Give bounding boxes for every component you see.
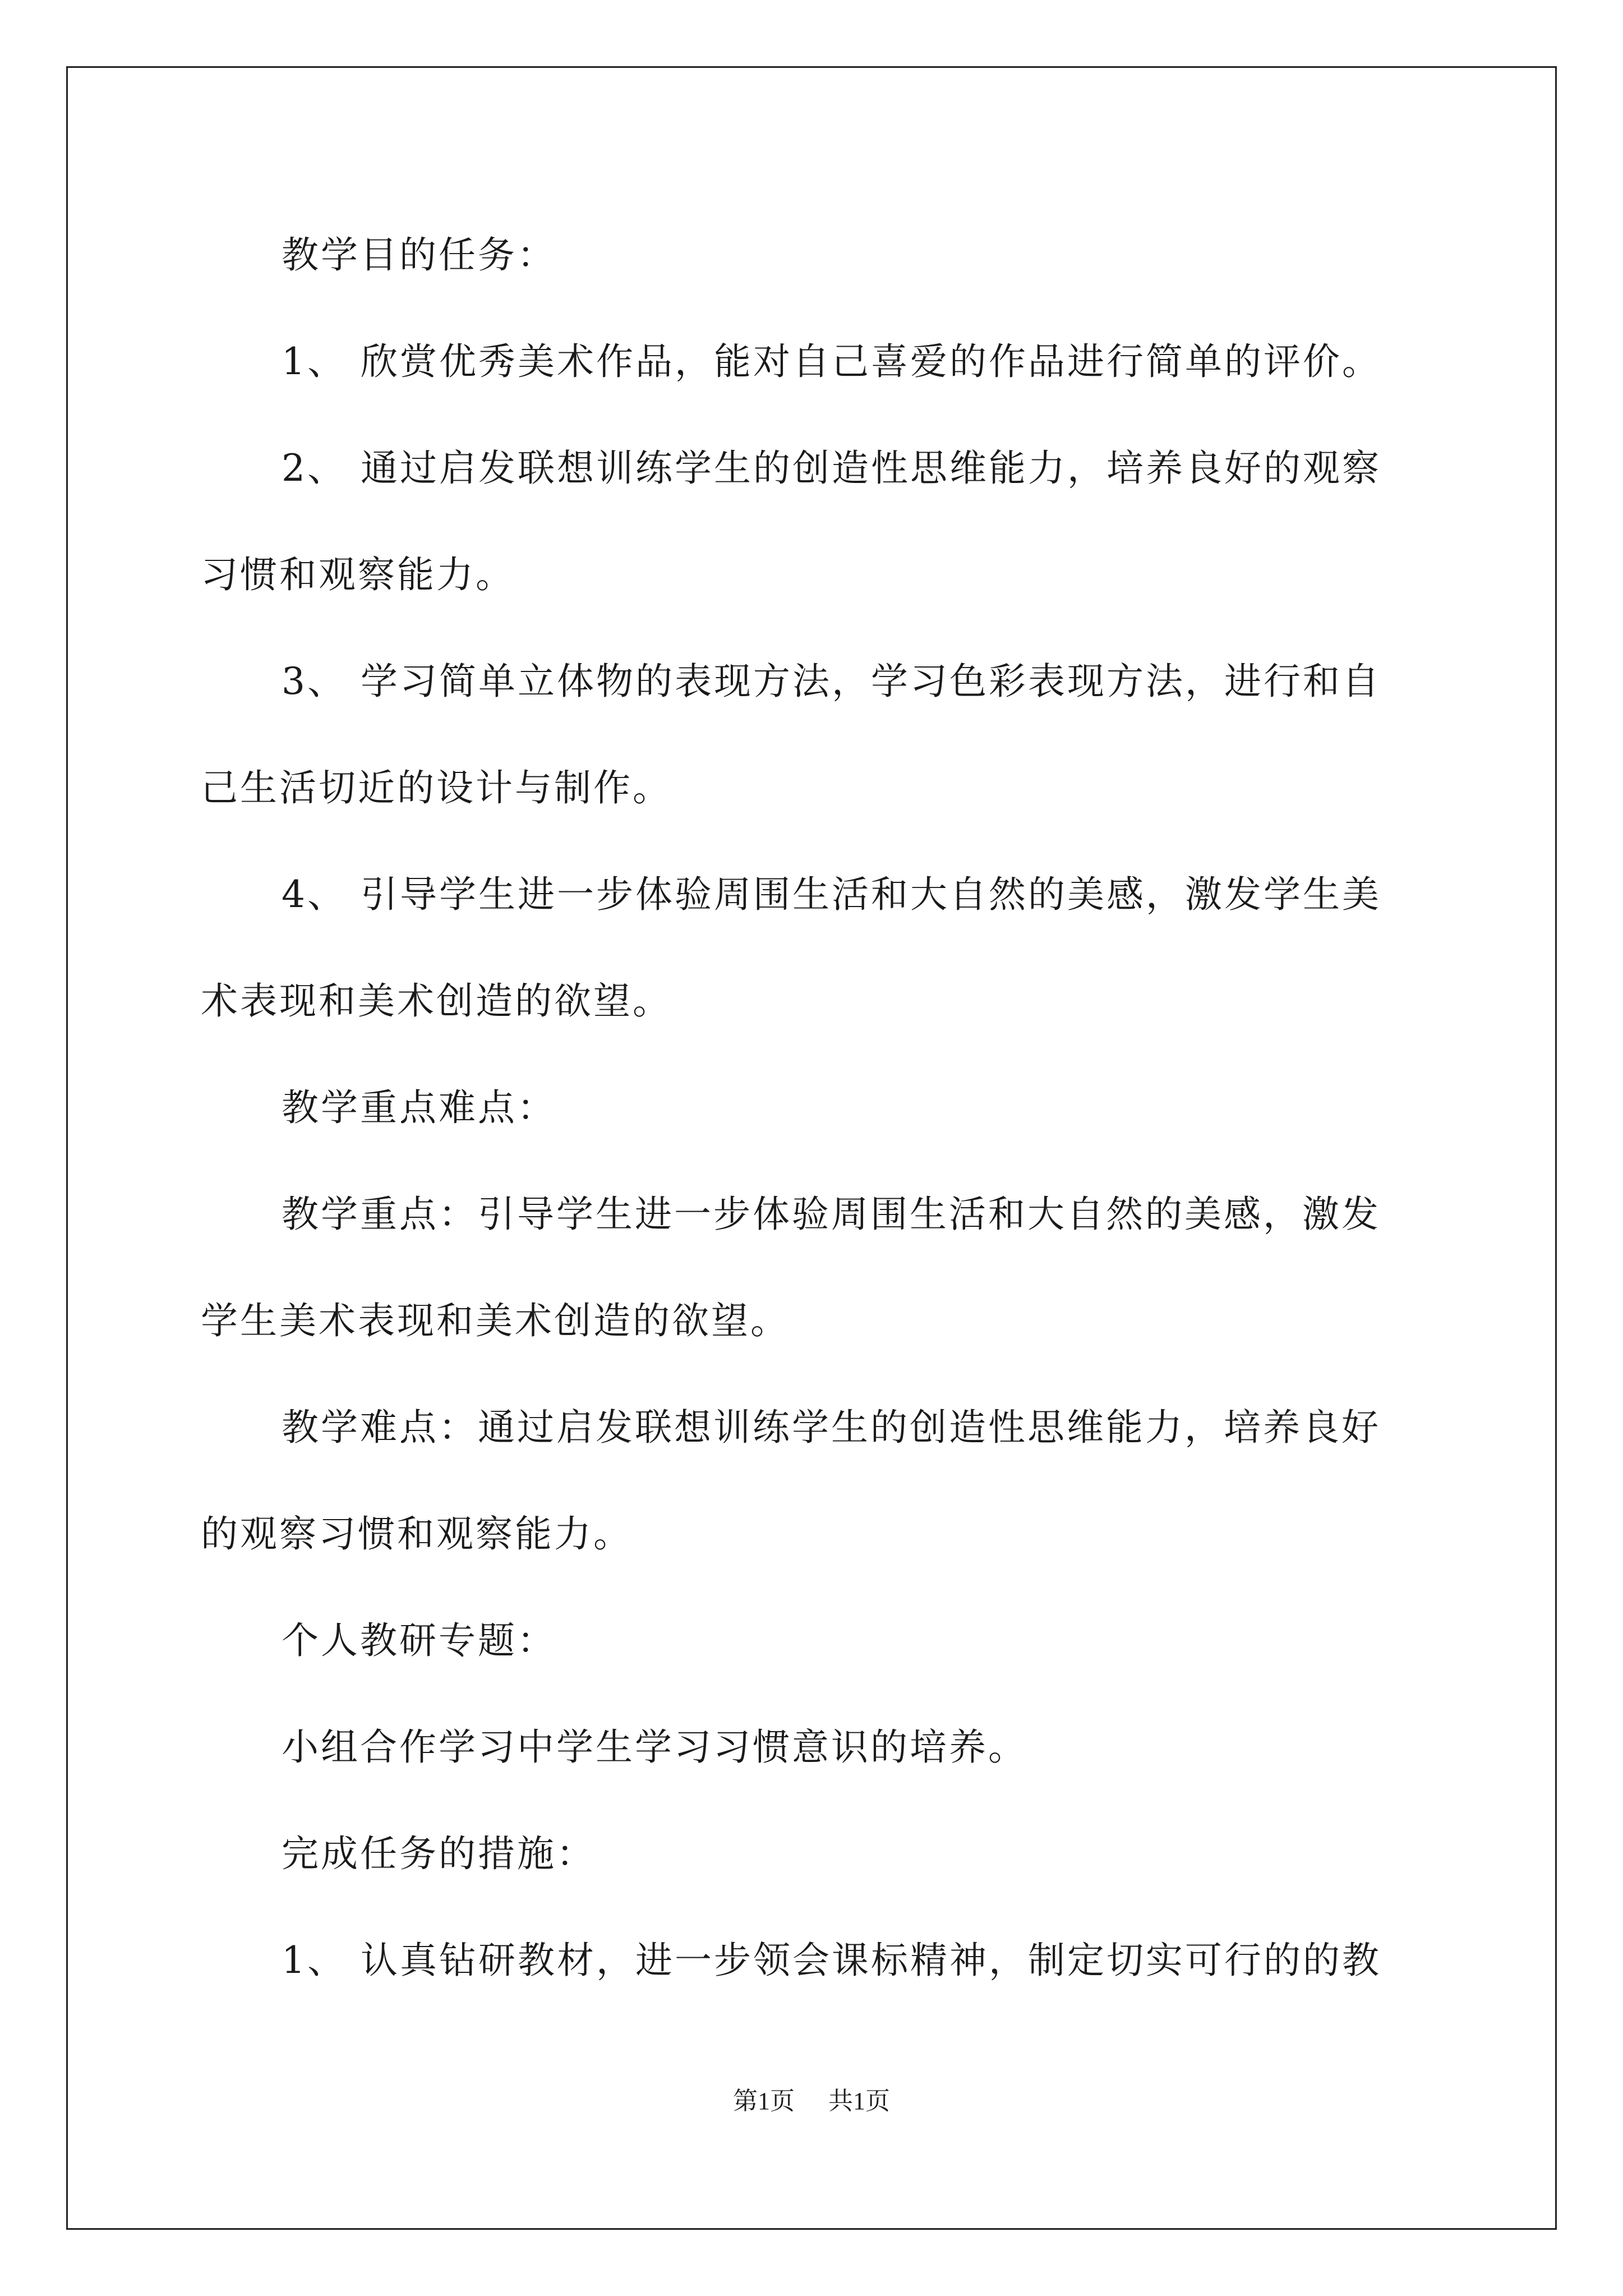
section-heading-objectives: 教学目的任务： — [282, 233, 556, 277]
page-border — [66, 66, 1557, 2230]
paragraph-line: 己生活切近的设计与制作。 — [201, 766, 672, 809]
page-footer — [0, 2086, 1623, 2117]
paragraph-line: 1、 欣赏优秀美术作品，能对自己喜爱的作品进行简单的评价。 — [282, 340, 1381, 383]
page-number-current: 第1页 — [733, 2087, 795, 2115]
paragraph-line: 教学重点：引导学生进一步体验周围生活和大自然的美感，激发 — [282, 1193, 1381, 1236]
paragraph-line: 3、 学习简单立体物的表现方法，学习色彩表现方法，进行和自 — [282, 660, 1381, 703]
paragraph-line: 习惯和观察能力。 — [201, 553, 515, 596]
paragraph-line: 学生美术表现和美术创造的欲望。 — [201, 1299, 790, 1342]
paragraph-line: 术表现和美术创造的欲望。 — [201, 979, 672, 1023]
section-heading-key-points: 教学重点难点： — [282, 1086, 556, 1129]
paragraph-line: 1、 认真钻研教材，进一步领会课标精神，制定切实可行的的教 — [282, 1939, 1381, 1982]
paragraph-line: 的观察习惯和观察能力。 — [201, 1512, 633, 1556]
paragraph-line: 小组合作学习中学生学习习惯意识的培养。 — [282, 1726, 1027, 1769]
paragraph-line: 教学难点：通过启发联想训练学生的创造性思维能力，培养良好 — [282, 1406, 1381, 1449]
section-heading-measures: 完成任务的措施： — [282, 1832, 596, 1875]
page-number-total: 共1页 — [828, 2087, 890, 2115]
paragraph-line: 4、 引导学生进一步体验周围生活和大自然的美感，激发学生美 — [282, 873, 1381, 916]
section-heading-research-topic: 个人教研专题： — [282, 1619, 556, 1662]
paragraph-line: 2、 通过启发联想训练学生的创造性思维能力，培养良好的观察 — [282, 447, 1381, 490]
